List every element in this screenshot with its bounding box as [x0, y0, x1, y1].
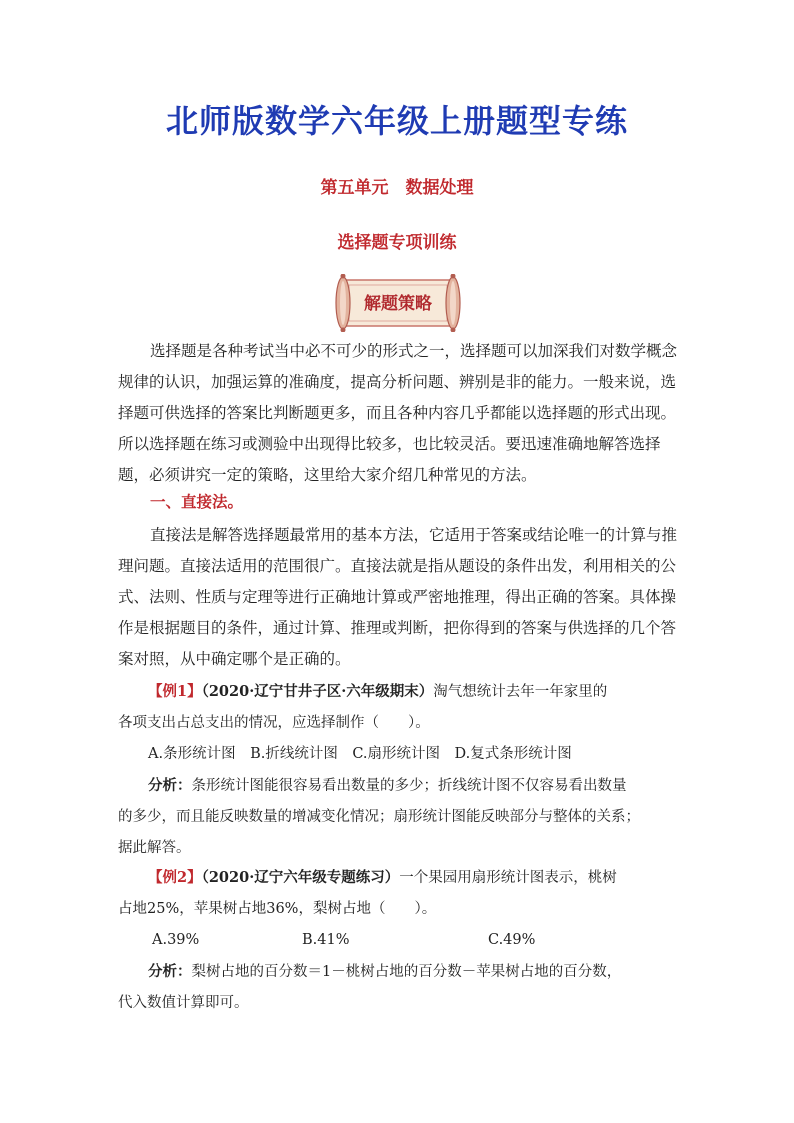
example-1-source: （2020·辽宁甘井子区·六年级期末） — [201, 683, 434, 700]
document-title: 北师版数学六年级上册题型专练 — [165, 102, 628, 140]
example-1-tag: 【例1】 — [148, 683, 202, 700]
example-2-analysis-label: 分析： — [148, 963, 192, 980]
section-title: 选择题专项训练 — [337, 233, 457, 253]
example-1-analysis-line3: 据此解答。 — [118, 840, 191, 856]
intro-paragraph: 选择题是各种考试当中必不可少的形式之一，选择题可以加深我们对数学概念规律的认识，加强运算的准确度，提高分析问题、辨别是非的能力。一般来说，选择题可供选择的答案比判断题更多，而且各种内容几乎都能以选择题的形式出现。所以选择题在练习或测验中出现得比较多，也比较灵活。要迅速准确地解答选择题，必须讲究一定的策略，这里给大家介绍几种常见的方法。 — [118, 342, 678, 484]
method-paragraph: 直接法是解答选择题最常用的基本方法，它适用于答案或结论唯一的计算与推理问题。直接法适用的范围很广。直接法就是指从题设的条件出发，利用相关的公式、法则、性质与定理等进行正确地计算或严密地推理，得出正确的答案。具体操作是根据题目的条件，通过计算、推理或判断，把你得到的答案与供选择的几个答案对照，从中确定哪个是正确的。 — [118, 526, 678, 668]
example-2-analysis-line1: 梨树占地的百分数＝1－桃树占地的百分数－苹果树占地的百分数， — [191, 964, 622, 980]
example-1-question — [118, 676, 688, 708]
strategy-banner — [329, 274, 467, 332]
method-heading: 一、直接法。 — [150, 492, 244, 511]
example-2-option-c: C.49% — [488, 932, 536, 948]
example-2-question-line1: 一个果园用扇形统计图表示，桃树 — [399, 870, 617, 886]
example-2-option-b: B.41% — [302, 932, 350, 948]
example-1-analysis — [118, 770, 688, 802]
example-2-options — [118, 925, 688, 956]
example-2 — [118, 862, 688, 1019]
example-1-analysis-line1: 条形统计图能很容易看出数量的多少；折线统计图不仅容易看出数量 — [191, 778, 627, 794]
example-1-question-line1: 淘气想统计去年一年家里的 — [433, 684, 608, 700]
example-1-question-line2: 各项支出占总支出的情况，应选择制作（ ）。 — [118, 715, 430, 731]
example-2-tag: 【例2】 — [148, 869, 202, 886]
example-1-options: A.条形统计图 B.折线统计图 C.扇形统计图 D.复式条形统计图 — [148, 746, 572, 762]
example-2-analysis-line2: 代入数值计算即可。 — [118, 995, 249, 1011]
banner-label: 解题策略 — [364, 294, 432, 314]
unit-title: 第五单元 数据处理 — [320, 178, 474, 198]
example-2-option-a: A.39% — [152, 932, 200, 948]
example-1-analysis-label: 分析： — [148, 777, 192, 794]
example-1-analysis-line2: 的多少，而且能反映数量的增减变化情况；扇形统计图能反映部分与整体的关系； — [118, 809, 640, 825]
example-2-analysis — [118, 956, 688, 988]
example-2-source: （2020·辽宁六年级专题练习） — [201, 869, 400, 886]
example-2-question — [118, 862, 688, 894]
example-1 — [118, 676, 688, 864]
example-2-question-line2: 占地25%，苹果树占地36%，梨树占地（ ）。 — [118, 901, 437, 917]
